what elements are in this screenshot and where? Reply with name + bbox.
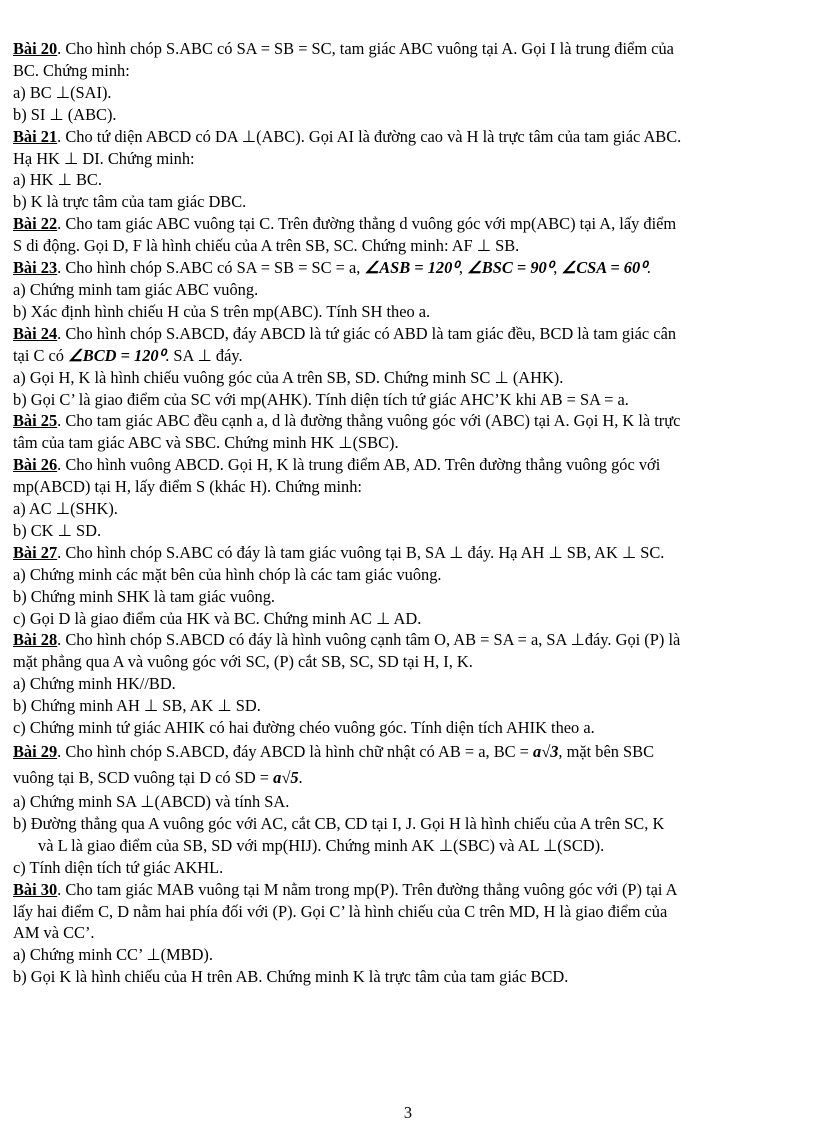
exercise-26-line: mp(ABCD) tại H, lấy điểm S (khác H). Chứng minh:: [13, 477, 362, 497]
exercise-22-title: Bài 22: [13, 214, 58, 234]
exercise-20-title: Bài 20: [13, 39, 58, 58]
exercise-28-text: . Cho hình chóp S.ABCD có đáy là hình vuông cạnh tâm O, AB = SA = a, SA ⊥đáy. Gọi (P) là: [57, 630, 681, 650]
exercise-24-part-b: b) Gọi C’ là giao điểm của SC với mp(AHK). Tính diện tích tứ giác AHC’K khi AB = SA = a.: [13, 389, 629, 409]
exercise-24-text: . Cho hình chóp S.ABCD, đáy ABCD là tứ giác có ABD là tam giác đều, BCD là tam giác cân: [57, 323, 677, 343]
exercise-29-line: [13, 739, 803, 765]
exercise-29-title: Bài 29: [13, 742, 58, 761]
exercise-29-part-b: b) Đường thẳng qua A vuông góc với AC, cắt CB, CD tại I, J. Gọi H là hình chiếu của A trên SC, K: [13, 813, 665, 833]
exercise-20-text: . Cho hình chóp S.ABC có SA = SB = SC, tam giác ABC vuông tại A. Gọi I là trung điểm của: [57, 39, 674, 58]
exercise-22-text: . Cho tam giác ABC vuông tại C. Trên đường thẳng d vuông góc với mp(ABC) tại A, lấy điểm: [57, 214, 677, 234]
exercise-27-line: [13, 542, 803, 564]
exercise-26-part-a: a) AC ⊥(SHK).: [13, 499, 118, 519]
exercise-23-line: [13, 257, 803, 279]
comma: ,: [458, 258, 463, 278]
exercise-28-part-b: b) Chứng minh AH ⊥ SB, AK ⊥ SD.: [13, 696, 261, 716]
exercise-21-part-a: a) HK ⊥ BC.: [13, 170, 102, 190]
exercise-27-part-b: b) Chứng minh SHK là tam giác vuông.: [13, 586, 276, 606]
exercise-28-title: Bài 28: [13, 630, 58, 650]
exercise-25-line: tâm của tam giác ABC và SBC. Chứng minh HK ⊥(SBC).: [13, 433, 399, 453]
exercise-30-text: . Cho tam giác MAB vuông tại M nằm trong mp(P). Trên đường thẳng vuông góc với (P) tại A: [57, 879, 678, 899]
exercise-22-line: S di động. Gọi D, F là hình chiếu của A trên SB, SC. Chứng minh: AF ⊥ SB.: [13, 236, 520, 256]
worksheet-page: [13, 38, 803, 988]
exercise-21-line: [13, 126, 803, 148]
exercise-30-title: Bài 30: [13, 879, 58, 899]
exercise-24-text: tại C có: [13, 345, 64, 365]
exercise-26-title: Bài 26: [13, 455, 58, 475]
exercise-29-part-a: a) Chứng minh SA ⊥(ABCD) và tính SA.: [13, 792, 290, 811]
exercise-29-part-b-continued: và L là giao điểm của SB, SD với mp(HIJ). Chứng minh AK ⊥(SBC) và AL ⊥(SCD).: [38, 835, 605, 855]
exercise-25-line: [13, 410, 803, 432]
exercise-26-part-b: b) CK ⊥ SD.: [13, 520, 102, 540]
exercise-20-part-a: a) BC ⊥(SAI).: [13, 82, 112, 102]
exercise-30-part-b: b) Gọi K là hình chiếu của H trên AB. Chứng minh K là trực tâm của tam giác BCD.: [13, 967, 569, 987]
exercise-30-line: lấy hai điểm C, D nằm hai phía đối với (P). Gọi C’ là hình chiếu của C trên MD, H là giao điểm của: [13, 901, 668, 921]
page-number: 3: [403, 1103, 413, 1122]
exercise-29-part-c: c) Tính diện tích tứ giác AKHL.: [13, 857, 224, 877]
angle-asb: ∠ASB = 120⁰: [364, 258, 459, 278]
exercise-29-line: [13, 765, 803, 791]
exercise-28-line: [13, 629, 803, 651]
comma: ,: [553, 258, 558, 278]
exercise-27-part-a: a) Chứng minh các mặt bên của hình chóp là các tam giác vuông.: [13, 564, 442, 584]
exercise-24-title: Bài 24: [13, 323, 58, 343]
exercise-20-line: [13, 38, 803, 60]
exercise-21-title: Bài 21: [13, 126, 58, 146]
exercise-23-title: Bài 23: [13, 258, 58, 278]
exercise-27-title: Bài 27: [13, 542, 58, 562]
math-a-sqrt5: a√5: [273, 768, 299, 787]
exercise-23-part-a: a) Chứng minh tam giác ABC vuông.: [13, 279, 259, 299]
angle-bsc: ∠BSC = 90⁰: [467, 258, 554, 278]
exercise-28-part-a: a) Chứng minh HK//BD.: [13, 674, 176, 694]
exercise-24-line: [13, 345, 803, 367]
exercise-29-text: vuông tại B, SCD vuông tại D có SD =: [13, 768, 270, 787]
exercise-25-text: . Cho tam giác ABC đều cạnh a, d là đường thẳng vuông góc với (ABC) tại A. Gọi H, K là trực: [57, 411, 681, 431]
exercise-24-part-a: a) Gọi H, K là hình chiếu vuông góc của A trên SB, SD. Chứng minh SC ⊥ (AHK).: [13, 367, 564, 387]
exercise-26-line: [13, 454, 803, 476]
exercise-23-text: . Cho hình chóp S.ABC có SA = SB = SC = a,: [57, 258, 361, 278]
exercise-20-line: BC. Chứng minh:: [13, 60, 130, 80]
angle-csa: ∠CSA = 60⁰: [561, 258, 647, 278]
exercise-26-text: . Cho hình vuông ABCD. Gọi H, K là trung điểm AB, AD. Trên đường thẳng vuông góc với: [57, 455, 661, 475]
exercise-27-text: . Cho hình chóp S.ABC có đáy là tam giác vuông tại B, SA ⊥ đáy. Hạ AH ⊥ SB, AK ⊥ SC.: [57, 542, 665, 562]
exercise-20-part-b: b) SI ⊥ (ABC).: [13, 104, 117, 124]
exercise-29-text: .: [298, 768, 303, 787]
exercise-28-line: mặt phẳng qua A và vuông góc với SC, (P) cắt SB, SC, SD tại H, I, K.: [13, 652, 473, 672]
exercise-24-line: [13, 323, 803, 345]
exercise-24-text: . SA ⊥ đáy.: [165, 345, 243, 365]
exercise-23-part-b: b) Xác định hình chiếu H của S trên mp(ABC). Tính SH theo a.: [13, 301, 431, 321]
angle-bcd: ∠BCD = 120⁰: [68, 345, 166, 365]
exercise-29-text: . Cho hình chóp S.ABCD, đáy ABCD là hình chữ nhật có AB = a, BC =: [57, 742, 529, 761]
exercise-21-line: Hạ HK ⊥ DI. Chứng minh:: [13, 148, 195, 168]
exercise-21-part-b: b) K là trực tâm của tam giác DBC.: [13, 192, 247, 212]
exercise-30-line: [13, 879, 803, 901]
math-a-sqrt3: a√3: [533, 742, 559, 761]
exercise-28-part-c: c) Chứng minh tứ giác AHIK có hai đường chéo vuông góc. Tính diện tích AHIK theo a.: [13, 718, 595, 738]
exercise-30-part-a: a) Chứng minh CC’ ⊥(MBD).: [13, 945, 213, 965]
exercise-22-line: [13, 213, 803, 235]
exercise-29-text: , mặt bên SBC: [558, 742, 655, 761]
exercise-30-line: AM và CC’.: [13, 923, 95, 943]
period: .: [646, 258, 651, 278]
exercise-25-title: Bài 25: [13, 411, 58, 431]
exercise-21-text: . Cho tứ diện ABCD có DA ⊥(ABC). Gọi AI là đường cao và H là trực tâm của tam giác ABC.: [57, 126, 682, 146]
exercise-27-part-c: c) Gọi D là giao điểm của HK và BC. Chứng minh AC ⊥ AD.: [13, 608, 422, 628]
